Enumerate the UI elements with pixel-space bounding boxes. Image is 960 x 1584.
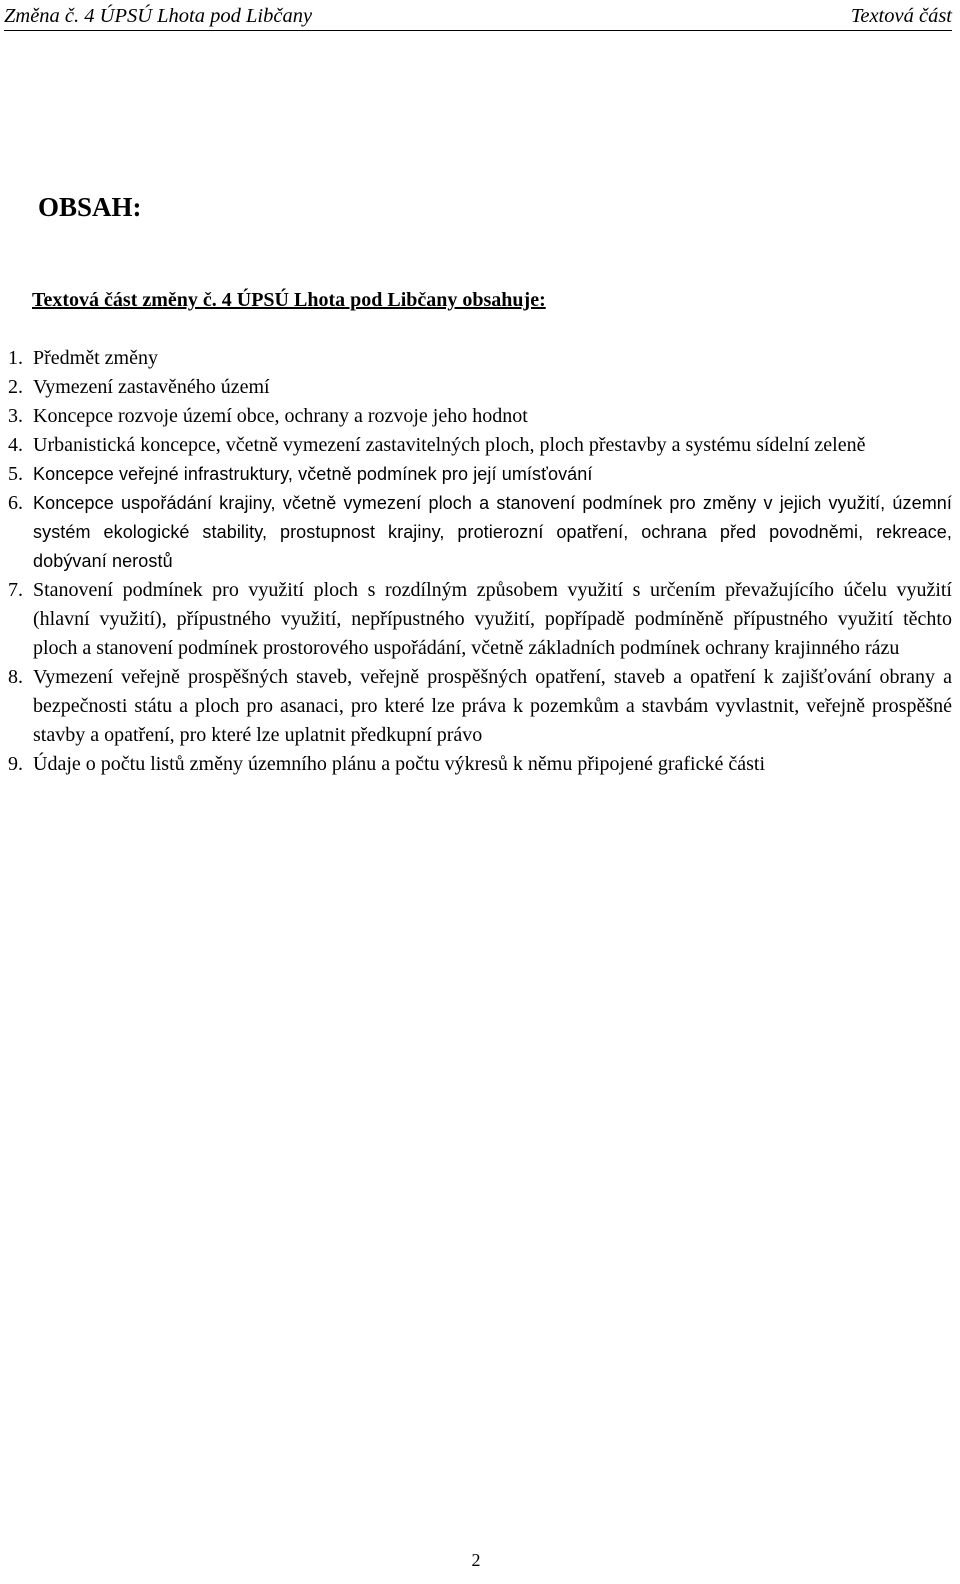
toc-item-number: 3. — [8, 405, 23, 427]
toc-item-text: Koncepce veřejné infrastruktury, včetně podmínek pro její umísťování — [33, 464, 593, 484]
contents-heading: OBSAH: — [38, 192, 142, 222]
toc-item-number: 4. — [8, 434, 23, 456]
toc-item-number: 8. — [8, 666, 23, 688]
header-document-title: Změna č. 4 ÚPSÚ Lhota pod Libčany — [4, 5, 313, 27]
toc-item-text: Urbanistická koncepce, včetně vymezení zastavitelných ploch, ploch přestavby a systému sídelní zeleně — [33, 434, 866, 456]
toc-item-6 — [8, 489, 952, 576]
toc-item-7 — [8, 576, 952, 663]
toc-item-number: 6. — [8, 492, 23, 514]
contents-subtitle: Textová část změny č. 4 ÚPSÚ Lhota pod Libčany obsahuje: — [32, 289, 546, 311]
toc-item-1 — [8, 344, 952, 373]
toc-item-number: 2. — [8, 376, 23, 398]
toc-item-9 — [8, 750, 952, 779]
toc-item-number: 1. — [8, 347, 23, 369]
toc-item-4 — [8, 431, 952, 460]
page-header — [4, 2, 952, 31]
page-number: 2 — [471, 1550, 481, 1570]
toc-item-text: Údaje o počtu listů změny územního plánu a počtu výkresů k němu připojené grafické části — [33, 753, 766, 775]
toc-item-number: 7. — [8, 579, 23, 601]
toc-item-text: Koncepce uspořádání krajiny, včetně vymezení ploch a stanovení podmínek pro změny v jejich využití, územní systém ekologické stability, prostupnost krajiny, protierozní opatření, ochrana před povodněmi, rekreace, dobývaní nerostů — [33, 493, 952, 571]
toc-item-5 — [8, 460, 952, 489]
toc-item-3 — [8, 402, 952, 431]
toc-item-number: 9. — [8, 753, 23, 775]
toc-item-text: Předmět změny — [33, 347, 158, 369]
toc-item-text: Stanovení podmínek pro využití ploch s rozdílným způsobem využití s určením převažujícího účelu využití (hlavní využití), přípustného využití, nepřípustného využití, popřípadě podmíněně přípustného využití těchto ploch a stanovení podmínek prostorového uspořádání, včetně základních podmínek ochrany krajinného rázu — [33, 579, 952, 659]
toc-item-number: 5. — [8, 463, 23, 485]
toc-item-text: Vymezení zastavěného území — [33, 376, 270, 398]
toc-item-8 — [8, 663, 952, 750]
header-section-label: Textová část — [850, 5, 952, 27]
toc-item-text: Koncepce rozvoje území obce, ochrany a rozvoje jeho hodnot — [33, 405, 528, 427]
table-of-contents — [8, 344, 952, 779]
toc-item-text: Vymezení veřejně prospěšných staveb, veřejně prospěšných opatření, staveb a opatření k zajišťování obrany a bezpečnosti státu a ploch pro asanaci, pro které lze práva k pozemkům a stavbám vyvlastnit, veřejně prospěšné stavby a opatření, pro které lze uplatnit předkupní právo — [33, 666, 952, 746]
toc-item-2 — [8, 373, 952, 402]
